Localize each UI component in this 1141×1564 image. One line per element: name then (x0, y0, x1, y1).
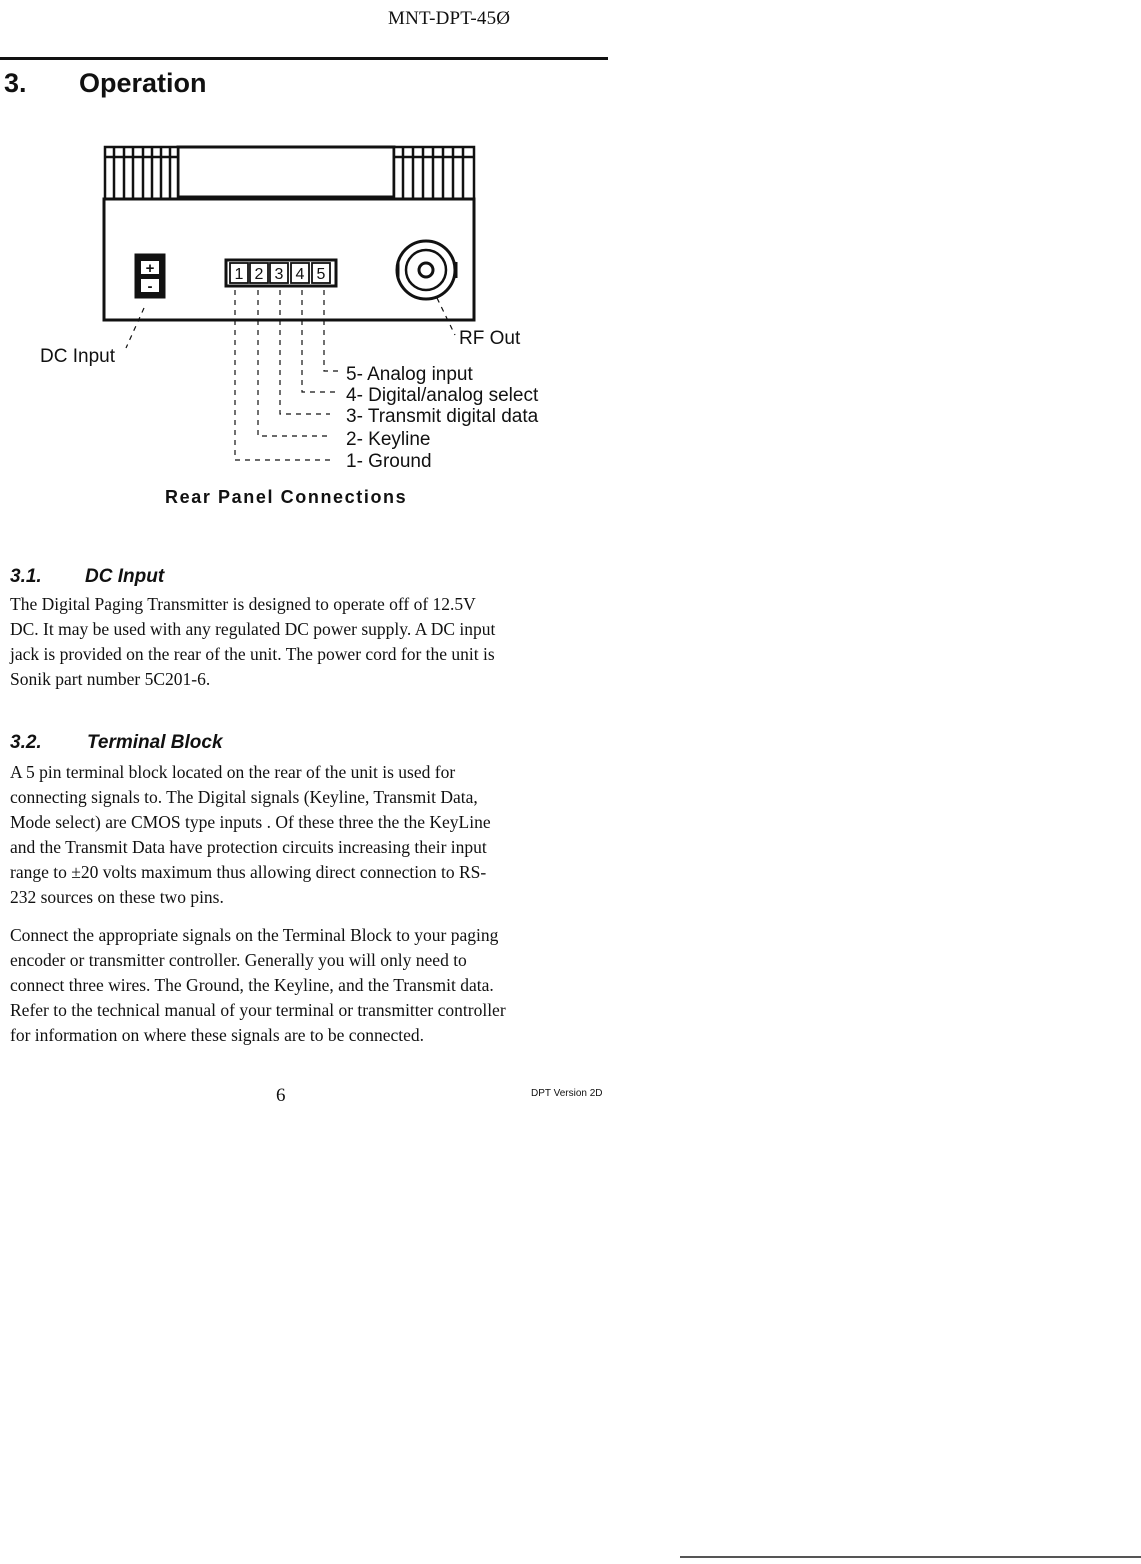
dc-input-label: DC Input (40, 346, 115, 367)
pin-label: 2 (254, 266, 264, 283)
text-line: connecting signals to. The Digital signals (Keyline, Transmit Data, (10, 787, 478, 807)
text-line: range to ±20 volts maximum thus allowing direct connection to RS- (10, 862, 487, 882)
text-line: Refer to the technical manual of your terminal or transmitter controller (10, 1000, 506, 1020)
pin4-label: 4- Digital/analog select (346, 385, 539, 406)
subsection-number: 3.2. (10, 732, 42, 753)
pin-label: 1 (234, 266, 244, 283)
page-number: 6 (276, 1085, 286, 1106)
right-heatsink-fins (394, 147, 474, 199)
pin-label: 3 (274, 266, 284, 283)
text-line: for information on where these signals are to be connected. (10, 1025, 425, 1045)
section-number: 3. (4, 68, 27, 98)
version-label: DPT Version 2D (531, 1088, 603, 1099)
bottom-rule (680, 1556, 1141, 1558)
left-heatsink-fins (105, 147, 178, 199)
dc-input-paragraph (10, 592, 620, 692)
text-line: 232 sources on these two pins. (10, 887, 224, 907)
text-line: jack is provided on the rear of the unit. The power cord for the unit is (10, 644, 495, 664)
text-line: encoder or transmitter controller. Generally you will only need to (10, 950, 467, 970)
dc-minus-sign: - (147, 278, 153, 295)
text-line: Connect the appropriate signals on the Terminal Block to your paging (10, 925, 499, 945)
text-line: Sonik part number 5C201-6. (10, 669, 211, 689)
text-line: DC. It may be used with any regulated DC power supply. A DC input (10, 619, 496, 639)
subsection-title: Terminal Block (87, 732, 223, 753)
pin3-label: 3- Transmit digital data (346, 406, 539, 427)
header-rule (0, 57, 608, 60)
text-line: connect three wires. The Ground, the Keyline, and the Transmit data. (10, 975, 494, 995)
rf-out-label: RF Out (459, 328, 521, 349)
heatsink-bar (178, 147, 394, 197)
pin-label: 4 (295, 266, 305, 283)
dc-plus-sign: + (145, 260, 155, 277)
terminal-block-paragraph-2 (10, 923, 620, 1048)
pin5-label: 5- Analog input (346, 364, 473, 385)
text-line: A 5 pin terminal block located on the rear of the unit is used for (10, 762, 456, 782)
subsection-number: 3.1. (10, 566, 42, 587)
text-line: Mode select) are CMOS type inputs . Of these three the the KeyLine (10, 812, 491, 832)
pin1-label: 1- Ground (346, 451, 432, 472)
section-title: Operation (79, 68, 207, 98)
pin2-label: 2- Keyline (346, 429, 431, 450)
text-line: The Digital Paging Transmitter is designed to operate off of 12.5V (10, 594, 476, 614)
document-id: MNT-DPT-45Ø (388, 8, 511, 29)
diagram-caption: Rear Panel Connections (165, 487, 408, 507)
terminal-block-paragraph-1 (10, 760, 620, 910)
subsection-title: DC Input (85, 566, 165, 587)
rf-connector (397, 241, 456, 299)
pin-label: 5 (316, 266, 326, 283)
text-line: and the Transmit Data have protection circuits increasing their input (10, 837, 487, 857)
